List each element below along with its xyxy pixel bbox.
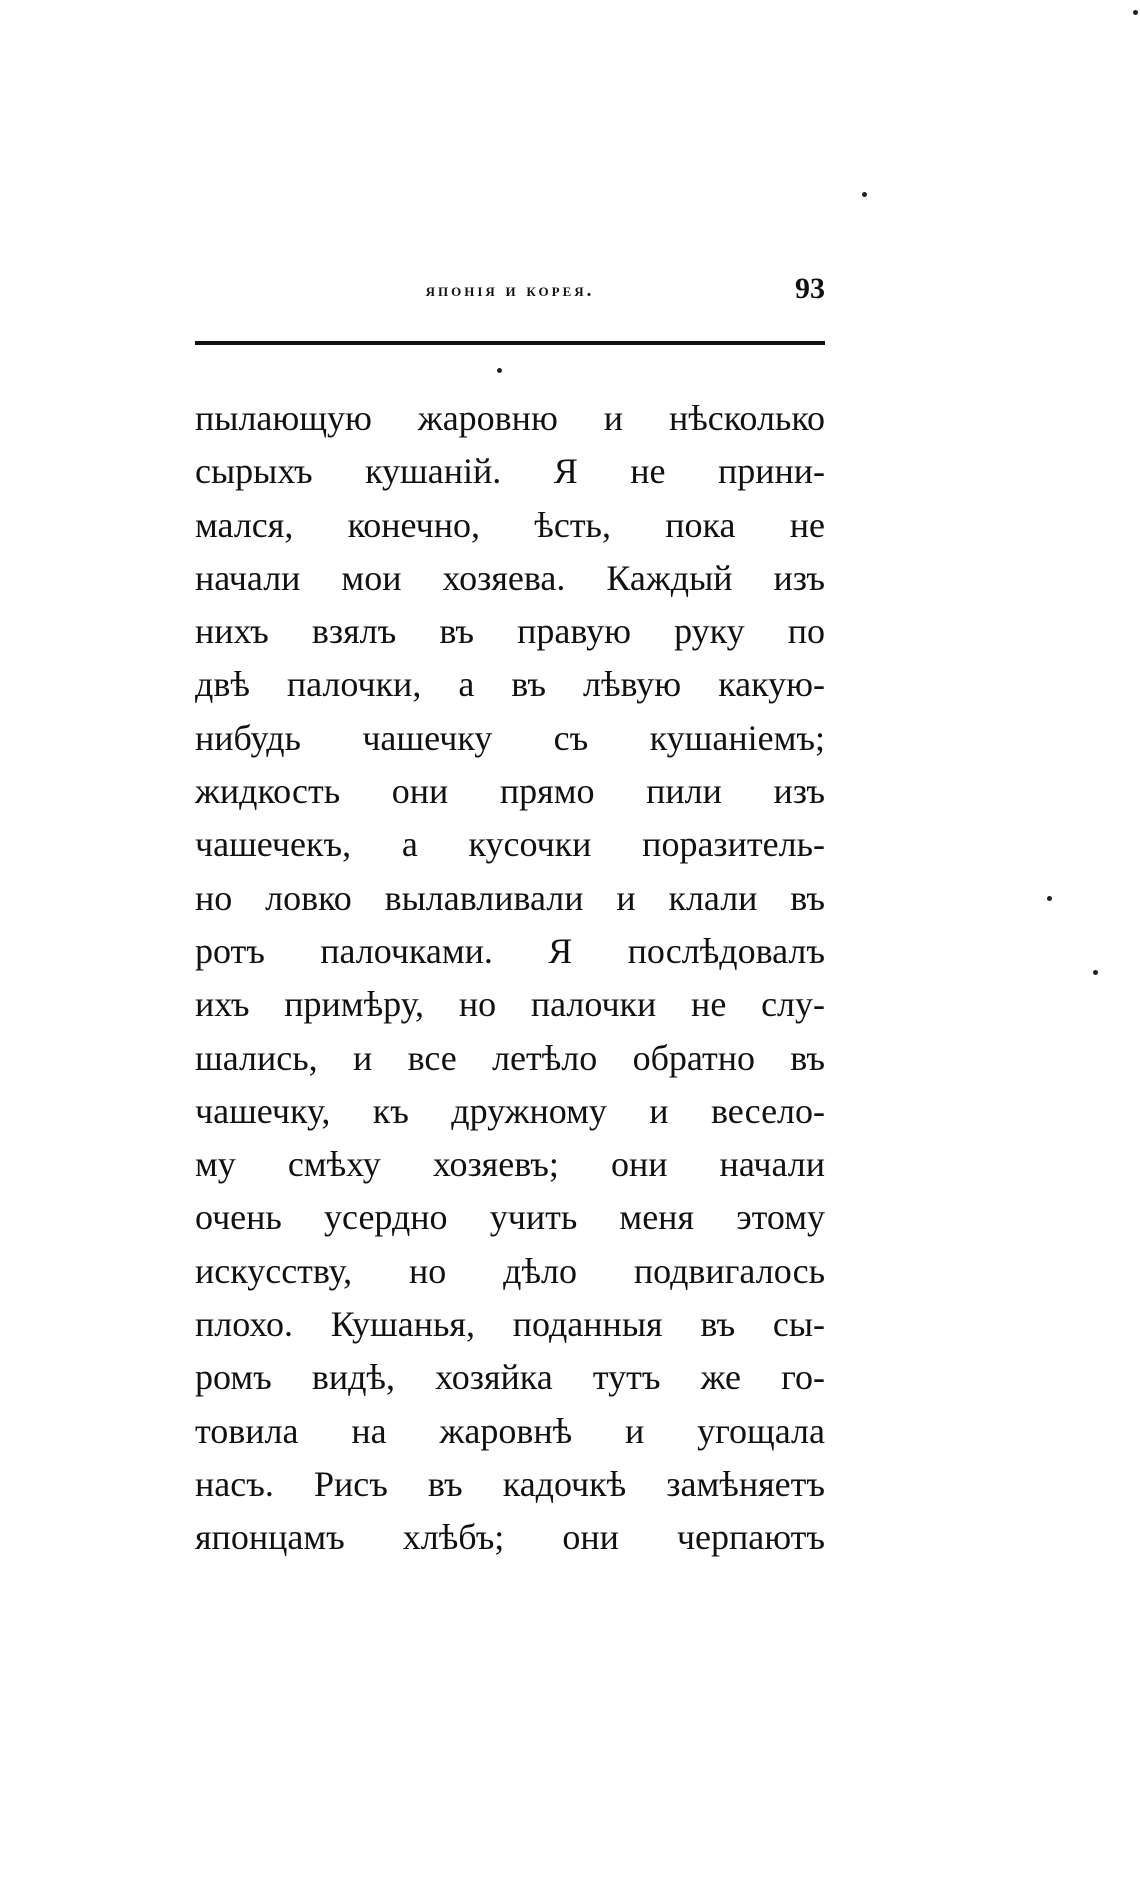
speck-mark — [1047, 896, 1052, 901]
text-line: мался, конечно, ѣсть, пока не — [195, 504, 825, 545]
header-rule — [195, 341, 825, 345]
running-title: японія и корея. — [425, 280, 595, 301]
text-line: нихъ взялъ въ правую руку по — [195, 611, 825, 652]
text-line: нибудь чашечку съ кушаніемъ; — [195, 717, 825, 758]
text-line: начали мои хозяева. Каждый изъ — [195, 557, 825, 598]
text-line: ихъ примѣру, но палочки не слу- — [195, 984, 825, 1025]
text-line: ромъ видѣ, хозяйка тутъ же го- — [195, 1357, 825, 1398]
speck-mark — [1093, 970, 1098, 975]
text-line: плохо. Кушанья, поданныя въ сы- — [195, 1304, 825, 1345]
text-line: чашечку, къ дружному и весело- — [195, 1090, 825, 1131]
text-line: чашечекъ, а кусочки поразитель- — [195, 824, 825, 865]
text-line: товила на жаровнѣ и угощала — [195, 1410, 825, 1451]
text-line: очень усердно учить меня этому — [195, 1197, 825, 1238]
speck-mark — [862, 192, 867, 197]
text-line: шались, и все летѣло обратно въ — [195, 1037, 825, 1078]
text-line: двѣ палочки, а въ лѣвую какую- — [195, 664, 825, 705]
text-line: японцамъ хлѣбъ; они черпаютъ — [195, 1517, 825, 1558]
body-text — [195, 392, 825, 1565]
text-line: му смѣху хозяевъ; они начали — [195, 1144, 825, 1185]
text-line: жидкость они прямо пили изъ — [195, 771, 825, 812]
speck-mark — [1133, 10, 1138, 15]
text-line: ротъ палочками. Я послѣдовалъ — [195, 930, 825, 971]
text-line: сырыхъ кушаній. Я не прини- — [195, 451, 825, 492]
text-line: насъ. Рисъ въ кадочкѣ замѣняетъ — [195, 1463, 825, 1504]
page-number: 93 — [795, 272, 825, 305]
text-line: искусству, но дѣло подвигалось — [195, 1250, 825, 1291]
running-head — [195, 272, 825, 312]
text-line: но ловко вылавливали и клали въ — [195, 877, 825, 918]
speck-mark — [497, 368, 502, 373]
text-line: пылающую жаровню и нѣсколько — [195, 398, 825, 438]
